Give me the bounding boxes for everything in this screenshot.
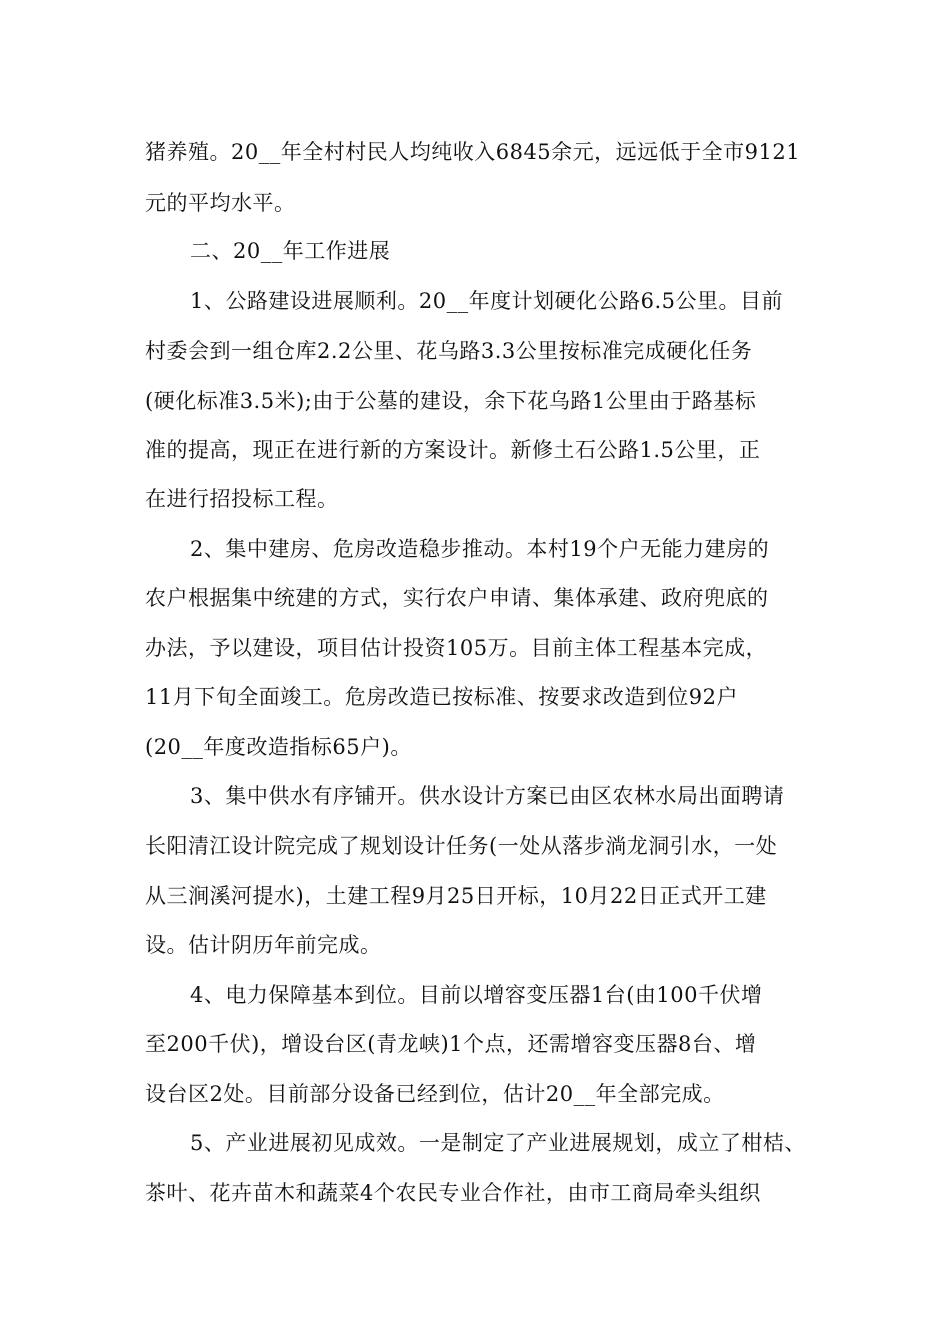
- text-line: 设台区2处。目前部分设备已经到位，估计20__年全部完成。: [145, 1082, 725, 1106]
- text-line: 农户根据集中统建的方式，实行农户申请、集体承建、政府兜底的: [145, 586, 769, 610]
- text-line: 2、集中建房、危房改造稳步推动。本村19个户无能力建房的: [190, 537, 770, 561]
- section-heading: 二、20__年工作进展: [190, 239, 391, 263]
- text-line: 准的提高，现正在进行新的方案设计。新修土石公路1.5公里，正: [145, 438, 761, 462]
- text-line: 元的平均水平。: [145, 191, 296, 215]
- text-line: 村委会到一组仓库2.2公里、花乌路3.3公里按标准完成硬化任务: [145, 339, 753, 363]
- text-line: 猪养殖。20__年全村村民人均纯收入6845余元，远远低于全市9121: [145, 140, 801, 164]
- text-line: 设。估计阴历年前完成。: [145, 933, 382, 957]
- text-line: 在进行招投标工程。: [145, 487, 339, 511]
- text-line: (20__年度改造指标65户)。: [145, 735, 412, 759]
- text-line: 5、产业进展初见成效。一是制定了产业进展规划，成立了柑桔、: [190, 1131, 806, 1155]
- text-line: 至200千伏)，增设台区(青龙峡)1个点，还需增容变压器8台、增: [145, 1032, 757, 1056]
- text-line: (硬化标准3.5米);由于公墓的建设，余下花乌路1公里由于路基标: [145, 389, 757, 413]
- text-line: 从三涧溪河提水)，土建工程9月25日开标，10月22日正式开工建: [145, 884, 767, 908]
- text-line: 茶叶、花卉苗木和蔬菜4个农民专业合作社，由市工商局牵头组织: [145, 1181, 761, 1205]
- text-line: 3、集中供水有序铺开。供水设计方案已由区农林水局出面聘请: [190, 784, 785, 808]
- text-line: 11月下旬全面竣工。危房改造已按标准、按要求改造到位92户: [145, 685, 738, 709]
- text-line: 1、公路建设进展顺利。20__年度计划硬化公路6.5公里。目前: [190, 289, 783, 313]
- text-line: 4、电力保障基本到位。目前以增容变压器1台(由100千伏增: [190, 983, 763, 1007]
- text-line: 办法，予以建设，项目估计投资105万。目前主体工程基本完成，: [145, 636, 768, 660]
- text-line: 长阳清江设计院完成了规划设计任务(一处从落步淌龙洞引水，一处: [145, 834, 778, 858]
